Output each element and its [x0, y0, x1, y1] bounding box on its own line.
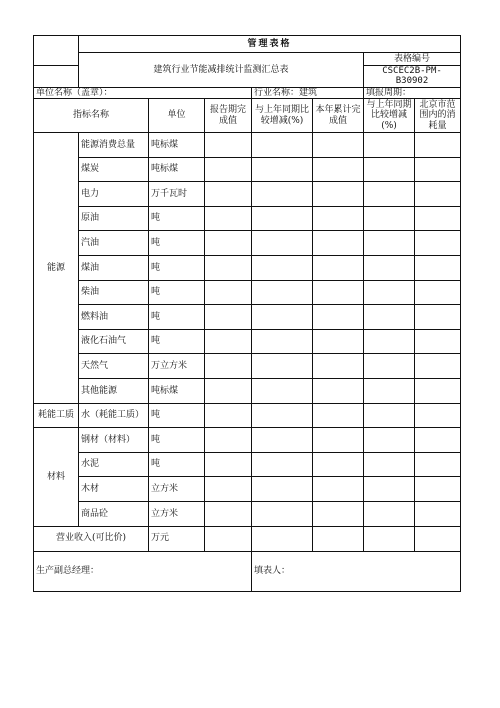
- unit-name-field[interactable]: 单位名称（盖章）：: [34, 87, 252, 98]
- yoy-reported-input[interactable]: [252, 526, 313, 551]
- industry-name: 行业名称：建筑: [252, 87, 364, 98]
- col-ytd-value: 本年累计完成值: [313, 99, 364, 133]
- revenue-label: 营业收入(可比价): [34, 526, 149, 551]
- yoy-reported-input[interactable]: [252, 157, 313, 182]
- ytd-value-input[interactable]: [313, 428, 364, 453]
- indicator-unit: 吨标煤: [149, 157, 205, 182]
- reported-value-input[interactable]: [205, 329, 252, 354]
- yoy-ytd-input[interactable]: [364, 256, 415, 281]
- table-row: [34, 182, 461, 207]
- ytd-value-input[interactable]: [313, 329, 364, 354]
- summary-form-sheet: [33, 35, 460, 592]
- col-reported-value: 报告期完成值: [205, 99, 252, 133]
- indicator-name: 电力: [79, 182, 149, 207]
- indicator-unit: 吨: [149, 428, 205, 453]
- yoy-reported-input[interactable]: [252, 501, 313, 526]
- ytd-value-input[interactable]: [313, 501, 364, 526]
- reported-value-input[interactable]: [205, 501, 252, 526]
- yoy-reported-input[interactable]: [252, 403, 313, 428]
- ytd-value-input[interactable]: [313, 133, 364, 158]
- reported-value-input[interactable]: [205, 354, 252, 379]
- yoy-reported-input[interactable]: [252, 477, 313, 502]
- table-row: [34, 452, 461, 477]
- reported-value-input[interactable]: [205, 231, 252, 256]
- indicator-unit: 吨标煤: [149, 378, 205, 403]
- yoy-ytd-input[interactable]: [364, 403, 415, 428]
- report-period-field[interactable]: 填报周期：: [364, 87, 461, 98]
- yoy-ytd-input[interactable]: [364, 378, 415, 403]
- reported-value-input[interactable]: [205, 182, 252, 207]
- form-number: CSCEC2B-PM-B30902: [364, 66, 461, 88]
- col-beijing-consumption: 北京市范围内的消耗量: [415, 99, 461, 133]
- indicator-name: 天然气: [79, 354, 149, 379]
- beijing-consumption-input[interactable]: [415, 305, 461, 330]
- table-row: [34, 501, 461, 526]
- yoy-ytd-input[interactable]: [364, 182, 415, 207]
- table-row-revenue: [34, 526, 461, 551]
- table-row: [34, 305, 461, 330]
- reported-value-input[interactable]: [205, 133, 252, 158]
- table-row: [34, 206, 461, 231]
- ytd-value-input[interactable]: [313, 280, 364, 305]
- indicator-name: 水（耗能工质）: [79, 403, 149, 428]
- management-label: 管理表格: [79, 36, 461, 53]
- table-row: [34, 329, 461, 354]
- beijing-consumption-input[interactable]: [415, 157, 461, 182]
- reported-value-input[interactable]: [205, 452, 252, 477]
- indicator-name: 柴油: [79, 280, 149, 305]
- yoy-ytd-input[interactable]: [364, 452, 415, 477]
- reported-value-input[interactable]: [205, 280, 252, 305]
- yoy-ytd-input[interactable]: [364, 206, 415, 231]
- group-energy: 能源: [34, 133, 79, 404]
- table-row: [34, 354, 461, 379]
- indicator-unit: 立方米: [149, 501, 205, 526]
- indicator-unit: 立方米: [149, 477, 205, 502]
- indicator-unit: 万立方米: [149, 354, 205, 379]
- indicator-name: 原油: [79, 206, 149, 231]
- ytd-value-input[interactable]: [313, 452, 364, 477]
- indicator-name: 汽油: [79, 231, 149, 256]
- yoy-reported-input[interactable]: [252, 182, 313, 207]
- col-indicator-name: 指标名称: [34, 99, 149, 133]
- table-row: [34, 428, 461, 453]
- beijing-consumption-input[interactable]: [415, 133, 461, 158]
- beijing-consumption-input[interactable]: [415, 526, 461, 551]
- yoy-reported-input[interactable]: [252, 428, 313, 453]
- yoy-ytd-input[interactable]: [364, 526, 415, 551]
- yoy-reported-input[interactable]: [252, 329, 313, 354]
- signature-row: [34, 551, 461, 591]
- indicator-unit: 吨标煤: [149, 133, 205, 158]
- indicator-name: 能源消费总量: [79, 133, 149, 158]
- yoy-ytd-input[interactable]: [364, 133, 415, 158]
- indicator-name: 其他能源: [79, 378, 149, 403]
- reported-value-input[interactable]: [205, 378, 252, 403]
- header-blank-cell: [34, 36, 79, 66]
- ytd-value-input[interactable]: [313, 231, 364, 256]
- yoy-reported-input[interactable]: [252, 206, 313, 231]
- revenue-unit: 万元: [149, 526, 205, 551]
- filler-signature-field[interactable]: 填表人：: [252, 551, 461, 591]
- yoy-reported-input[interactable]: [252, 378, 313, 403]
- ytd-value-input[interactable]: [313, 256, 364, 281]
- indicator-unit: 吨: [149, 403, 205, 428]
- table-row: [34, 403, 461, 428]
- beijing-consumption-input[interactable]: [415, 280, 461, 305]
- beijing-consumption-input[interactable]: [415, 256, 461, 281]
- ytd-value-input[interactable]: [313, 157, 364, 182]
- col-yoy-ytd: 与上年同期比较增减(%): [364, 99, 415, 133]
- beijing-consumption-input[interactable]: [415, 182, 461, 207]
- beijing-consumption-input[interactable]: [415, 477, 461, 502]
- yoy-ytd-input[interactable]: [364, 280, 415, 305]
- beijing-consumption-input[interactable]: [415, 329, 461, 354]
- yoy-reported-input[interactable]: [252, 256, 313, 281]
- yoy-ytd-input[interactable]: [364, 428, 415, 453]
- indicator-name: 燃料油: [79, 305, 149, 330]
- ytd-value-input[interactable]: [313, 206, 364, 231]
- table-row: [34, 477, 461, 502]
- indicator-unit: 吨: [149, 305, 205, 330]
- beijing-consumption-input[interactable]: [415, 378, 461, 403]
- reported-value-input[interactable]: [205, 157, 252, 182]
- yoy-ytd-input[interactable]: [364, 329, 415, 354]
- reported-value-input[interactable]: [205, 305, 252, 330]
- yoy-reported-input[interactable]: [252, 231, 313, 256]
- reported-value-input[interactable]: [205, 526, 252, 551]
- yoy-reported-input[interactable]: [252, 452, 313, 477]
- reported-value-input[interactable]: [205, 256, 252, 281]
- ytd-value-input[interactable]: [313, 354, 364, 379]
- indicator-name: 商品砼: [79, 501, 149, 526]
- header-blank-cell-lower: [34, 66, 79, 88]
- indicator-name: 水泥: [79, 452, 149, 477]
- indicator-name: 钢材（材料）: [79, 428, 149, 453]
- table-row: [34, 133, 461, 158]
- ytd-value-input[interactable]: [313, 403, 364, 428]
- indicator-unit: 吨: [149, 231, 205, 256]
- manager-signature-field[interactable]: 生产副总经理：: [34, 551, 252, 591]
- reported-value-input[interactable]: [205, 477, 252, 502]
- table-row: [34, 378, 461, 403]
- yoy-reported-input[interactable]: [252, 133, 313, 158]
- beijing-consumption-input[interactable]: [415, 501, 461, 526]
- beijing-consumption-input[interactable]: [415, 354, 461, 379]
- form-number-label: 表格编号: [364, 53, 461, 66]
- reported-value-input[interactable]: [205, 428, 252, 453]
- yoy-ytd-input[interactable]: [364, 305, 415, 330]
- indicator-unit: 吨: [149, 452, 205, 477]
- indicator-unit: 吨: [149, 206, 205, 231]
- form-title: 建筑行业节能减排统计监测汇总表: [79, 53, 364, 88]
- indicator-name: 煤炭: [79, 157, 149, 182]
- indicator-unit: 吨: [149, 256, 205, 281]
- yoy-reported-input[interactable]: [252, 305, 313, 330]
- ytd-value-input[interactable]: [313, 526, 364, 551]
- reported-value-input[interactable]: [205, 403, 252, 428]
- indicator-name: 煤油: [79, 256, 149, 281]
- beijing-consumption-input[interactable]: [415, 231, 461, 256]
- table-row: [34, 157, 461, 182]
- beijing-consumption-input[interactable]: [415, 403, 461, 428]
- indicator-name: 液化石油气: [79, 329, 149, 354]
- beijing-consumption-input[interactable]: [415, 206, 461, 231]
- indicator-unit: 吨: [149, 329, 205, 354]
- yoy-ytd-input[interactable]: [364, 354, 415, 379]
- col-unit: 单位: [149, 99, 205, 133]
- ytd-value-input[interactable]: [313, 378, 364, 403]
- yoy-ytd-input[interactable]: [364, 477, 415, 502]
- table-row: [34, 231, 461, 256]
- beijing-consumption-input[interactable]: [415, 428, 461, 453]
- indicator-unit: 万千瓦时: [149, 182, 205, 207]
- group-materials: 材料: [34, 428, 79, 526]
- summary-form-table: [33, 35, 461, 592]
- yoy-ytd-input[interactable]: [364, 231, 415, 256]
- yoy-reported-input[interactable]: [252, 354, 313, 379]
- indicator-name: 木材: [79, 477, 149, 502]
- table-row: [34, 280, 461, 305]
- ytd-value-input[interactable]: [313, 305, 364, 330]
- reported-value-input[interactable]: [205, 206, 252, 231]
- col-yoy-reported: 与上年同期比较增减(%): [252, 99, 313, 133]
- yoy-reported-input[interactable]: [252, 280, 313, 305]
- yoy-ytd-input[interactable]: [364, 501, 415, 526]
- yoy-ytd-input[interactable]: [364, 157, 415, 182]
- beijing-consumption-input[interactable]: [415, 452, 461, 477]
- ytd-value-input[interactable]: [313, 182, 364, 207]
- table-row: [34, 256, 461, 281]
- group-energy-medium: 耗能工质: [34, 403, 79, 428]
- ytd-value-input[interactable]: [313, 477, 364, 502]
- indicator-unit: 吨: [149, 280, 205, 305]
